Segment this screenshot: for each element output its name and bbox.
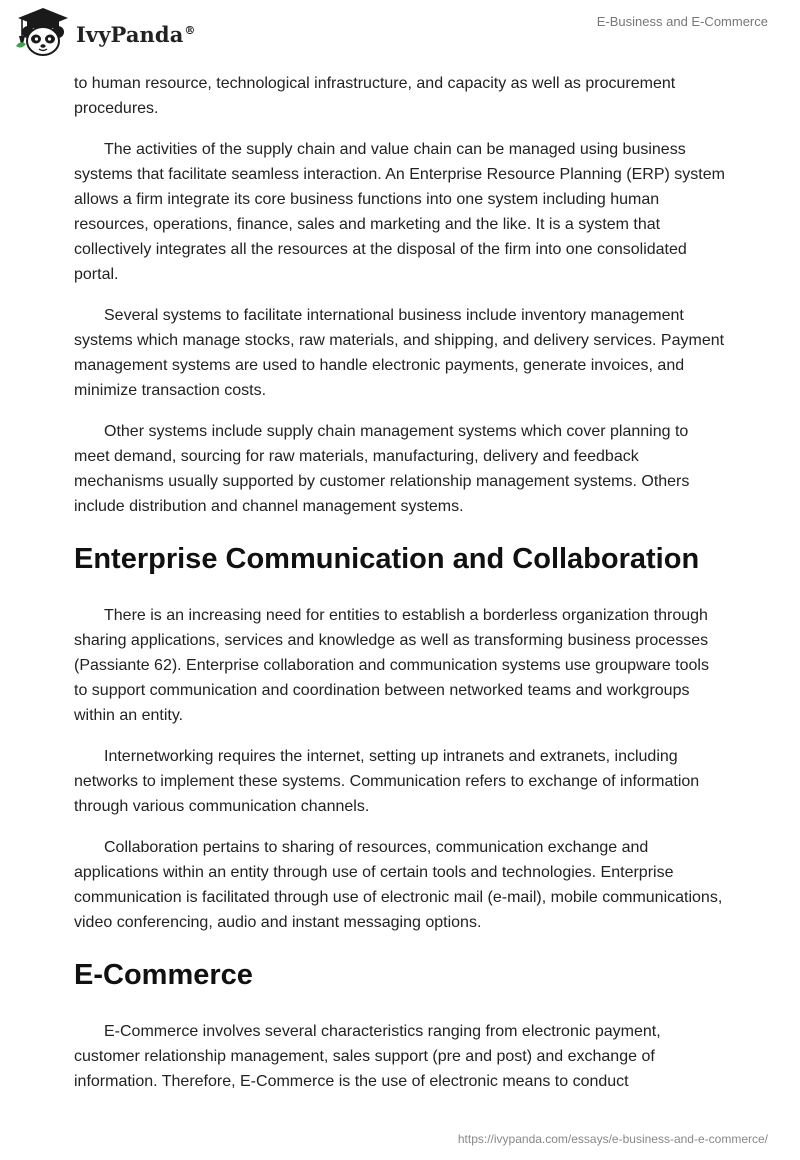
section-heading-enterprise-communication: Enterprise Communication and Collaboration	[74, 543, 700, 575]
panda-graduate-logo-icon	[14, 6, 72, 58]
ivypanda-logo-link[interactable]	[14, 6, 196, 58]
paragraph: to human resource, technological infrastructure, and capacity as well as procurement procedures.	[74, 75, 676, 117]
paragraph: Several systems to facilitate international business include inventory management systems which manage stocks, raw materials, and shipping, and delivery services. Payment management systems are used to handle electronic payments, generate invoices, and minimize transaction costs.	[74, 307, 725, 399]
page-header	[0, 0, 800, 66]
paragraph: There is an increasing need for entities to establish a borderless organization through sharing applications, services and knowledge as well as transforming business processes (Passiante 62). Enterprise collaboration and communication systems use groupware tools to support communication and coordination between networked teams and workgroups within an entity.	[74, 607, 709, 724]
logo-wordmark: IvyPanda®	[76, 21, 196, 47]
document-title: E-Business and E-Commerce	[596, 14, 768, 29]
essay-body	[74, 71, 726, 1110]
section-heading-e-commerce: E-Commerce	[74, 959, 253, 991]
paragraph: Collaboration pertains to sharing of resources, communication exchange and applications within an entity through use of certain tools and technologies. Enterprise communication is facilitated through use of electronic mail (e-mail), mobile communications, video conferencing, audio and instant messaging options.	[74, 839, 723, 931]
paragraph: The activities of the supply chain and value chain can be managed using business systems that facilitate seamless interaction. An Enterprise Resource Planning (ERP) system allows a firm integrate its core business functions into one system including human resources, operations, finance, sales and marketing and the like. It is a system that collectively integrates all the resources at the disposal of the firm into one consolidated portal.	[74, 141, 725, 283]
paragraph: Internetworking requires the internet, setting up intranets and extranets, including networks to implement these systems. Communication refers to exchange of information through various communication channels.	[74, 748, 700, 815]
source-url-link[interactable]: https://ivypanda.com/essays/e-business-and-e-commerce/	[457, 1132, 768, 1146]
paragraph: Other systems include supply chain management systems which cover planning to meet demand, sourcing for raw materials, manufacturing, delivery and feedback mechanisms usually supported by customer relationship management systems. Others include distribution and channel management systems.	[74, 423, 690, 515]
paragraph: E-Commerce involves several characteristics ranging from electronic payment, customer relationship management, sales support (pre and post) and exchange of information. Therefore, E-Commerce is the use of electronic means to conduct	[74, 1023, 661, 1090]
